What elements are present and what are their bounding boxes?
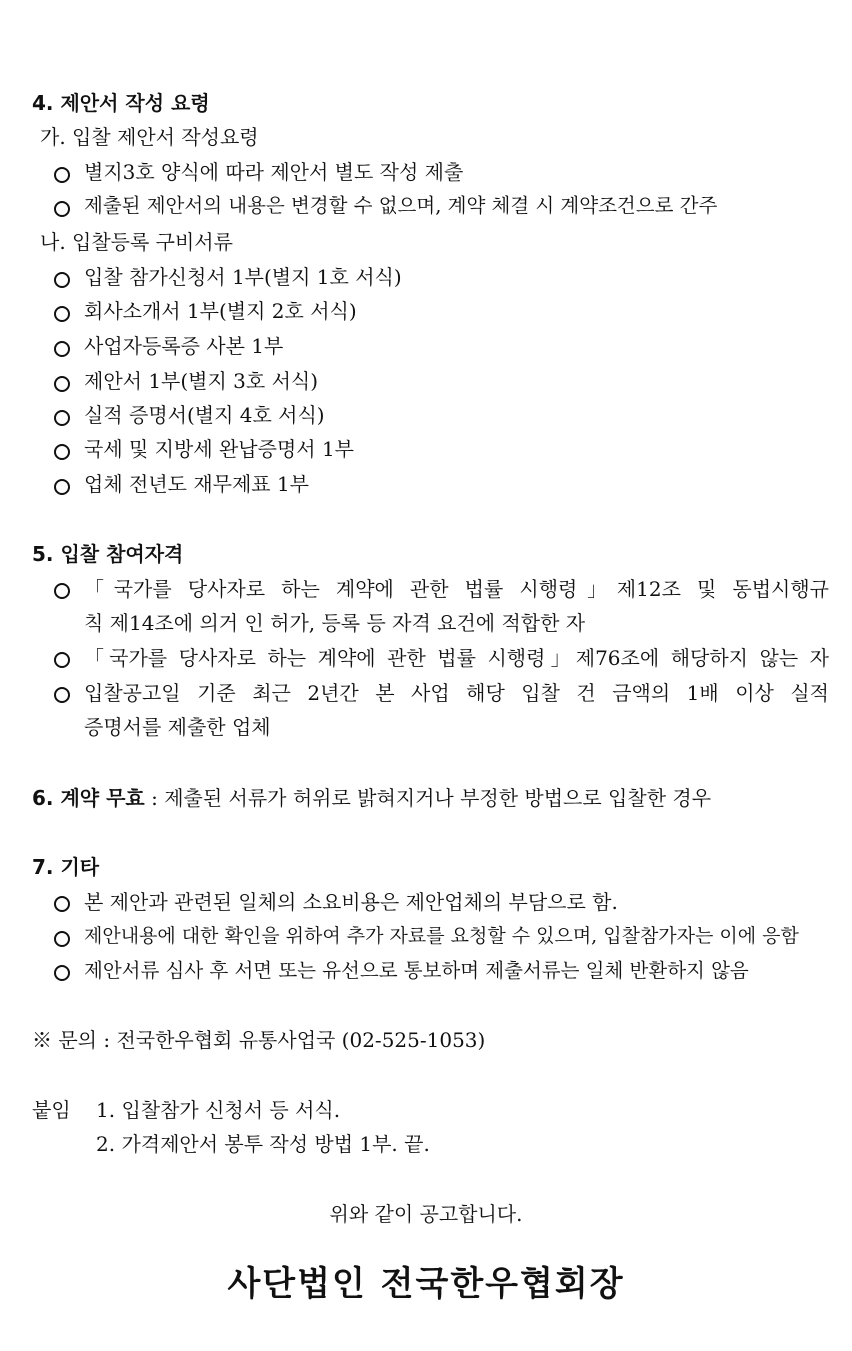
attachment-item: 1. 입찰참가 신청서 등 서식.: [96, 1098, 341, 1122]
circle-bullet-icon: [54, 201, 70, 217]
circle-bullet-icon: [54, 376, 70, 392]
circle-bullet-icon: [54, 272, 70, 288]
section-4-a-label: 가. 입찰 제안서 작성요령: [40, 125, 259, 149]
list-item: 입찰 참가신청서 1부(별지 1호 서식): [84, 265, 402, 289]
list-item: 「국가를 당사자로 하는 계약에 관한 법률 시행령」제76조에 해당하지 않는 자: [84, 646, 829, 670]
list-item: 입찰공고일 기준 최근 2년간 본 사업 해당 입찰 건 금액의 1배 이상 실적: [84, 681, 829, 705]
list-item: 별지3호 양식에 따라 제안서 별도 작성 제출: [84, 160, 464, 184]
circle-bullet-icon: [54, 965, 70, 981]
attachment-label: 붙임: [32, 1098, 71, 1122]
circle-bullet-icon: [54, 167, 70, 183]
section-6: [32, 784, 711, 812]
list-item: 제출된 제안서의 내용은 변경할 수 없으며, 계약 체결 시 계약조건으로 간주: [84, 194, 718, 217]
circle-bullet-icon: [54, 306, 70, 322]
list-item: 실적 증명서(별지 4호 서식): [84, 403, 325, 427]
section-5-title: 5. 입찰 참여자격: [32, 542, 184, 566]
circle-bullet-icon: [54, 583, 70, 599]
list-item-continuation: 칙 제14조에 의거 인 허가, 등록 등 자격 요건에 적합한 자: [84, 611, 586, 635]
circle-bullet-icon: [54, 652, 70, 668]
circle-bullet-icon: [54, 687, 70, 703]
list-item: 본 제안과 관련된 일체의 소요비용은 제안업체의 부담으로 함.: [84, 890, 618, 914]
section-6-text: : 제출된 서류가 허위로 밝혀지거나 부정한 방법으로 입찰한 경우: [144, 786, 712, 810]
list-item: 사업자등록증 사본 1부: [84, 334, 284, 358]
list-item: 국세 및 지방세 완납증명서 1부: [84, 437, 354, 461]
list-item: 제안서 1부(별지 3호 서식): [84, 369, 319, 393]
list-item: 회사소개서 1부(별지 2호 서식): [84, 299, 357, 323]
section-7-title: 7. 기타: [32, 855, 100, 879]
list-item: 제안서류 심사 후 서면 또는 유선으로 통보하며 제출서류는 일체 반환하지 않음: [84, 959, 749, 982]
circle-bullet-icon: [54, 479, 70, 495]
inquiry-line: ※ 문의 : 전국한우협회 유통사업국 (02-525-1053): [32, 1028, 486, 1052]
list-item: 제안내용에 대한 확인을 위하여 추가 자료를 요청할 수 있으며, 입찰참가자는 이에 응함: [84, 925, 799, 947]
circle-bullet-icon: [54, 896, 70, 912]
list-item: 업체 전년도 재무제표 1부: [84, 472, 309, 496]
attachment-item: 2. 가격제안서 봉투 작성 방법 1부. 끝.: [96, 1132, 430, 1156]
issuer-title: 사단법인 전국한우협회장: [227, 1264, 625, 1304]
circle-bullet-icon: [54, 931, 70, 947]
section-4-title: 4. 제안서 작성 요령: [32, 91, 210, 115]
circle-bullet-icon: [54, 410, 70, 426]
closing-statement: 위와 같이 공고합니다.: [329, 1202, 523, 1226]
section-4-b-label: 나. 입찰등록 구비서류: [40, 230, 233, 254]
list-item-continuation: 증명서를 제출한 업체: [84, 715, 271, 739]
section-6-title: 6. 계약 무효: [32, 786, 145, 810]
circle-bullet-icon: [54, 341, 70, 357]
circle-bullet-icon: [54, 444, 70, 460]
list-item: 「국가를 당사자로 하는 계약에 관한 법률 시행령」제12조 및 동법시행규: [84, 577, 829, 601]
